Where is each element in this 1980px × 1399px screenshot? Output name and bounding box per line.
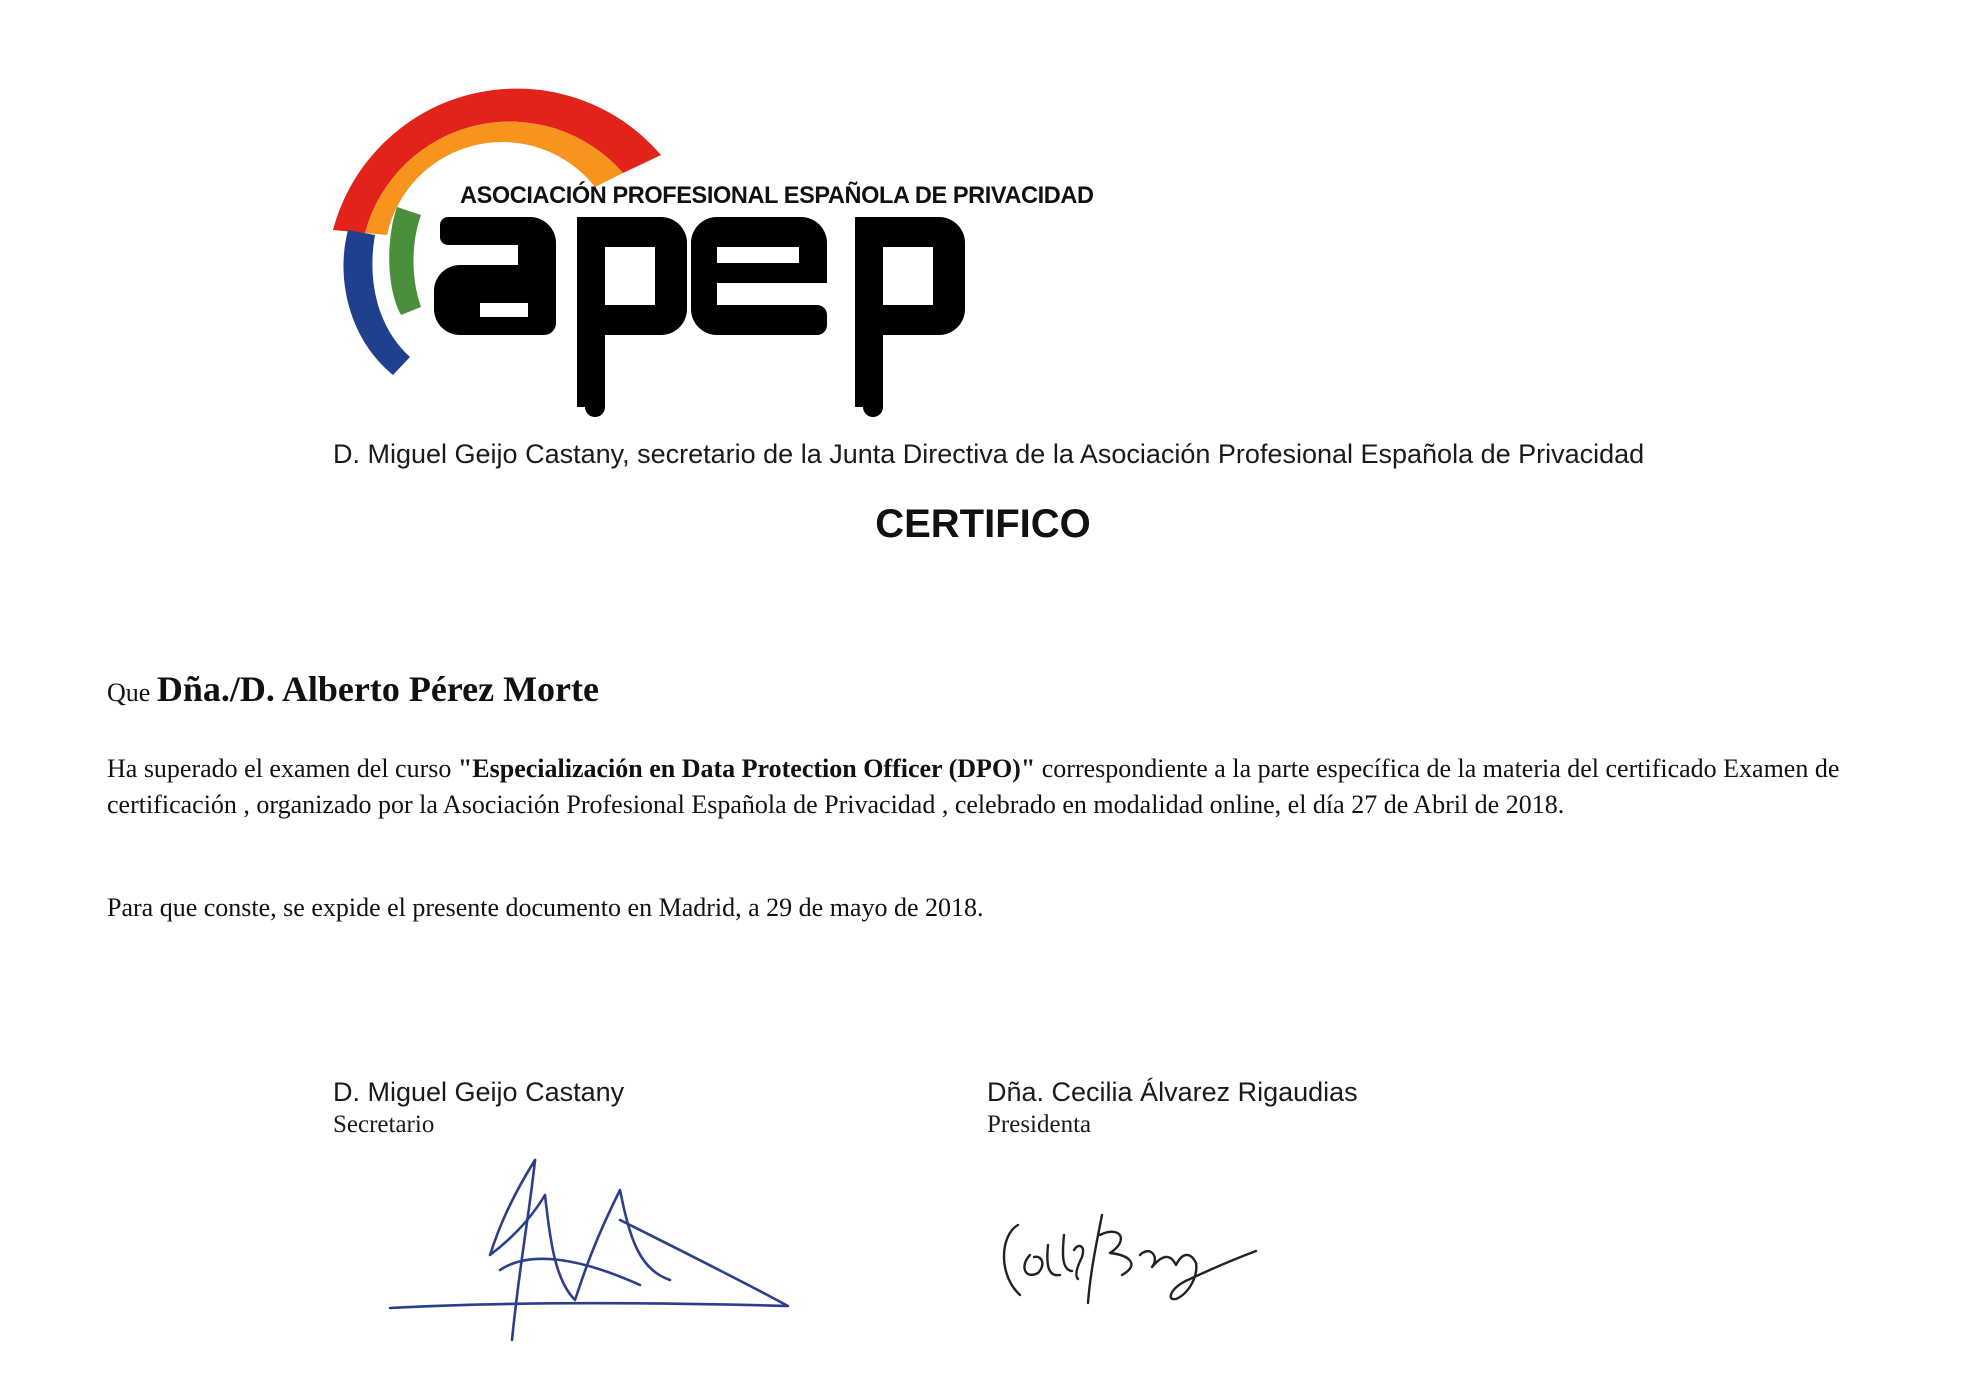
- certificate-body: [107, 751, 1897, 823]
- signatory-role-secretary: Secretario: [333, 1111, 435, 1138]
- certificate-title-text: CERTIFICO: [875, 502, 1091, 546]
- handwritten-signature-icon: [380, 1150, 800, 1350]
- recipient-name: Dña./D. Alberto Pérez Morte: [156, 669, 600, 709]
- closing-statement: Para que conste, se expide el presente documento en Madrid, a 29 de mayo de 2018.: [107, 893, 984, 922]
- signatory-name-president: Dña. Cecilia Álvarez Rigaudias: [987, 1077, 1358, 1107]
- certificate-title: [0, 502, 1980, 547]
- course-name: "Especialización en Data Protection Officer (DPO)": [457, 754, 1036, 783]
- recipient-prefix: Que: [107, 678, 151, 707]
- signatory-name-secretary: D. Miguel Geijo Castany: [333, 1077, 625, 1107]
- issuer-statement: D. Miguel Geijo Castany, secretario de la Junta Directiva de la Asociación Profesional Española de Privacidad: [333, 439, 1645, 469]
- body-part-2: correspondiente a la parte específica de la materia del certificado Examen de certificación , organizado por la Asociación Profesional Española de Privacidad , celebrado en modalidad online, el día 27 de Abril de 2018.: [107, 754, 1840, 819]
- signatory-role-president: Presidenta: [987, 1111, 1092, 1138]
- body-part-1: Ha superado el examen del curso: [107, 754, 458, 783]
- handwritten-signature-icon: [990, 1195, 1270, 1315]
- logo-caption: ASOCIACIÓN PROFESIONAL ESPAÑOLA DE PRIVACIDAD: [460, 182, 1094, 209]
- logo-wordmark: [434, 217, 965, 417]
- recipient-line: [107, 668, 599, 710]
- apep-logo: [325, 65, 1065, 430]
